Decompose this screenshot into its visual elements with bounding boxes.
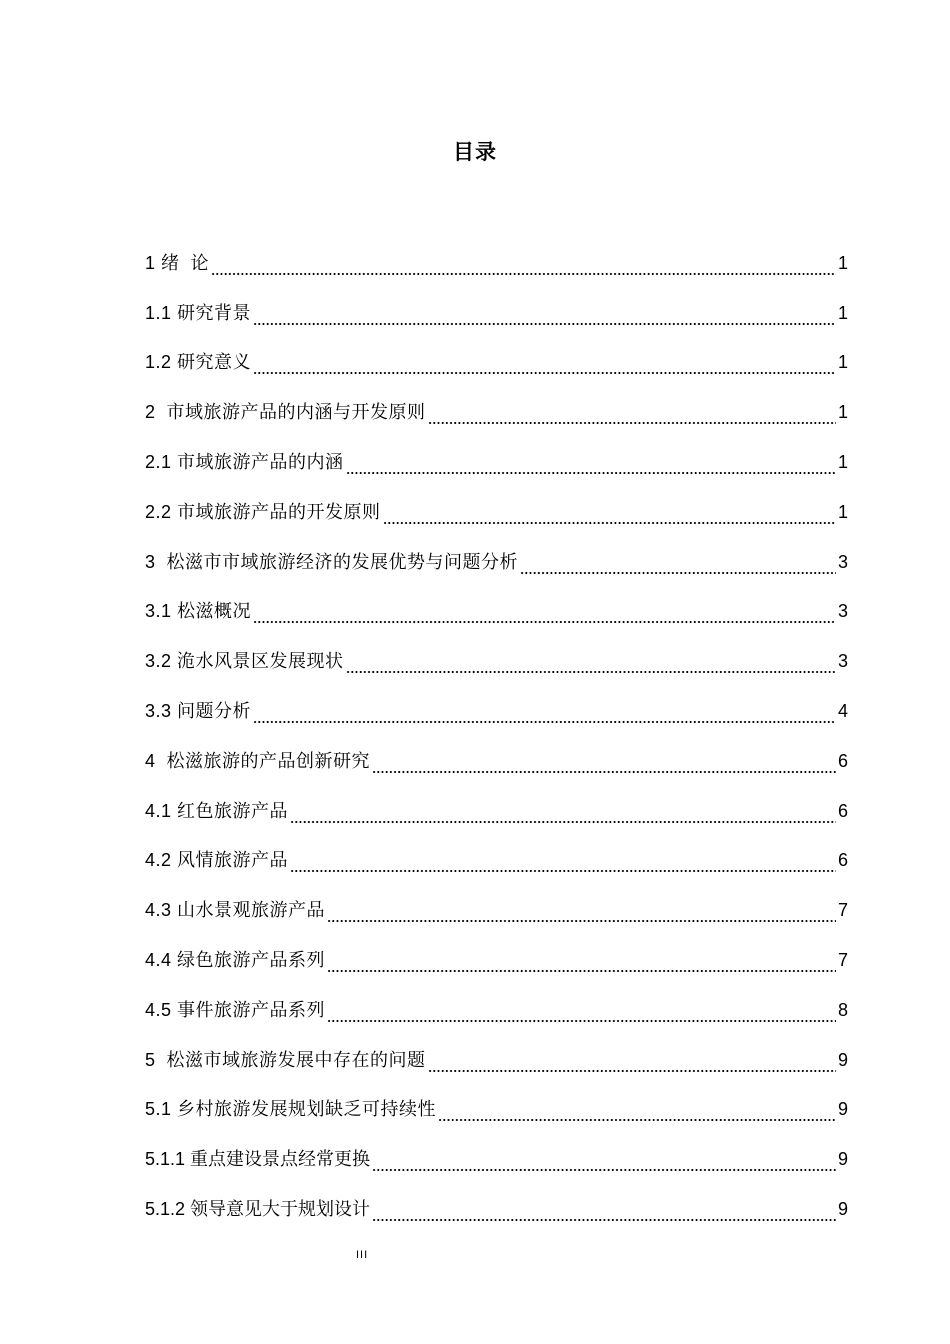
toc-leader-dots <box>346 643 836 679</box>
toc-entry-page-number: 1 <box>837 501 848 522</box>
toc-entry-page-number: 9 <box>837 1149 848 1170</box>
toc-leader-dots <box>327 942 836 978</box>
toc-entry-page-number: 4 <box>837 700 848 721</box>
toc-entry-label: 5 松滋市域旅游发展中存在的问题 <box>145 1049 426 1070</box>
toc-entry-page-number: 9 <box>837 1049 848 1070</box>
toc-leader-dots <box>428 1042 836 1078</box>
toc-entry[interactable] <box>145 928 848 978</box>
toc-entry[interactable] <box>145 380 848 430</box>
toc-entry[interactable] <box>145 281 848 331</box>
toc-leader-dots <box>520 544 836 580</box>
toc-entry-label: 2 市域旅游产品的内涵与开发原则 <box>145 402 426 423</box>
toc-entry-page-number: 6 <box>837 850 848 871</box>
toc-entry-page-number: 1 <box>837 402 848 423</box>
footer-page-number: III <box>356 1249 369 1261</box>
toc-entry[interactable] <box>145 530 848 580</box>
toc-entry-label: 2.1 市域旅游产品的内涵 <box>145 451 344 472</box>
toc-entry[interactable] <box>145 829 848 879</box>
toc-leader-dots <box>211 245 836 281</box>
toc-entry-label: 4.2 风情旅游产品 <box>145 850 289 871</box>
table-of-contents <box>145 231 848 1227</box>
toc-entry[interactable] <box>145 480 848 530</box>
toc-entry[interactable] <box>145 679 848 729</box>
toc-entry-page-number: 7 <box>837 900 848 921</box>
toc-entry-label: 1.2 研究意义 <box>145 352 252 373</box>
toc-entry-page-number: 9 <box>837 1099 848 1120</box>
toc-entry-page-number: 8 <box>837 999 848 1020</box>
toc-entry[interactable] <box>145 1078 848 1128</box>
toc-entry-page-number: 1 <box>837 252 848 273</box>
toc-leader-dots <box>253 344 836 380</box>
toc-entry-label: 4 松滋旅游的产品创新研究 <box>145 750 371 771</box>
toc-entry-page-number: 3 <box>837 601 848 622</box>
toc-entry[interactable] <box>145 1127 848 1177</box>
toc-entry-label: 4.4 绿色旅游产品系列 <box>145 949 326 970</box>
toc-entry[interactable] <box>145 729 848 779</box>
toc-entry-page-number: 3 <box>837 551 848 572</box>
toc-entry-page-number: 1 <box>837 302 848 323</box>
toc-entry[interactable] <box>145 430 848 480</box>
toc-leader-dots <box>290 842 836 878</box>
toc-leader-dots <box>290 793 836 829</box>
toc-leader-dots <box>372 1141 836 1177</box>
toc-entry[interactable] <box>145 1177 848 1227</box>
toc-entry[interactable] <box>145 1028 848 1078</box>
toc-leader-dots <box>253 295 836 331</box>
toc-leader-dots <box>327 992 836 1028</box>
toc-entry[interactable] <box>145 629 848 679</box>
toc-entry-page-number: 1 <box>837 451 848 472</box>
toc-entry[interactable] <box>145 231 848 281</box>
toc-entry-label: 1 绪 论 <box>145 252 210 273</box>
toc-entry-label: 1.1 研究背景 <box>145 302 252 323</box>
toc-entry-label: 3.1 松滋概况 <box>145 601 252 622</box>
toc-entry-label: 5.1.1 重点建设景点经常更换 <box>145 1149 371 1170</box>
toc-entry[interactable] <box>145 779 848 829</box>
toc-entry[interactable] <box>145 878 848 928</box>
toc-entry[interactable] <box>145 331 848 381</box>
toc-entry[interactable] <box>145 978 848 1028</box>
toc-entry-page-number: 9 <box>837 1198 848 1219</box>
toc-leader-dots <box>327 892 836 928</box>
toc-leader-dots <box>372 1191 836 1227</box>
toc-entry-label: 4.5 事件旅游产品系列 <box>145 999 326 1020</box>
toc-entry-label: 4.1 红色旅游产品 <box>145 800 289 821</box>
toc-entry-page-number: 7 <box>837 949 848 970</box>
toc-leader-dots <box>253 593 836 629</box>
toc-entry-page-number: 1 <box>837 352 848 373</box>
toc-leader-dots <box>438 1091 836 1127</box>
toc-entry-page-number: 6 <box>837 800 848 821</box>
toc-leader-dots <box>428 394 836 430</box>
toc-leader-dots <box>372 743 836 779</box>
toc-leader-dots <box>383 494 836 530</box>
toc-entry-label: 5.1 乡村旅游发展规划缺乏可持续性 <box>145 1099 437 1120</box>
toc-entry-page-number: 3 <box>837 651 848 672</box>
toc-entry-label: 2.2 市域旅游产品的开发原则 <box>145 501 381 522</box>
toc-entry-label: 3.2 洈水风景区发展现状 <box>145 651 344 672</box>
toc-entry-label: 3.3 问题分析 <box>145 700 252 721</box>
toc-entry[interactable] <box>145 580 848 630</box>
toc-entry-label: 4.3 山水景观旅游产品 <box>145 900 326 921</box>
toc-entry-label: 3 松滋市市域旅游经济的发展优势与问题分析 <box>145 551 519 572</box>
toc-entry-page-number: 6 <box>837 750 848 771</box>
page-title: 目录 <box>453 141 497 164</box>
toc-leader-dots <box>346 444 836 480</box>
toc-entry-label: 5.1.2 领导意见大于规划设计 <box>145 1198 371 1219</box>
toc-leader-dots <box>253 693 836 729</box>
